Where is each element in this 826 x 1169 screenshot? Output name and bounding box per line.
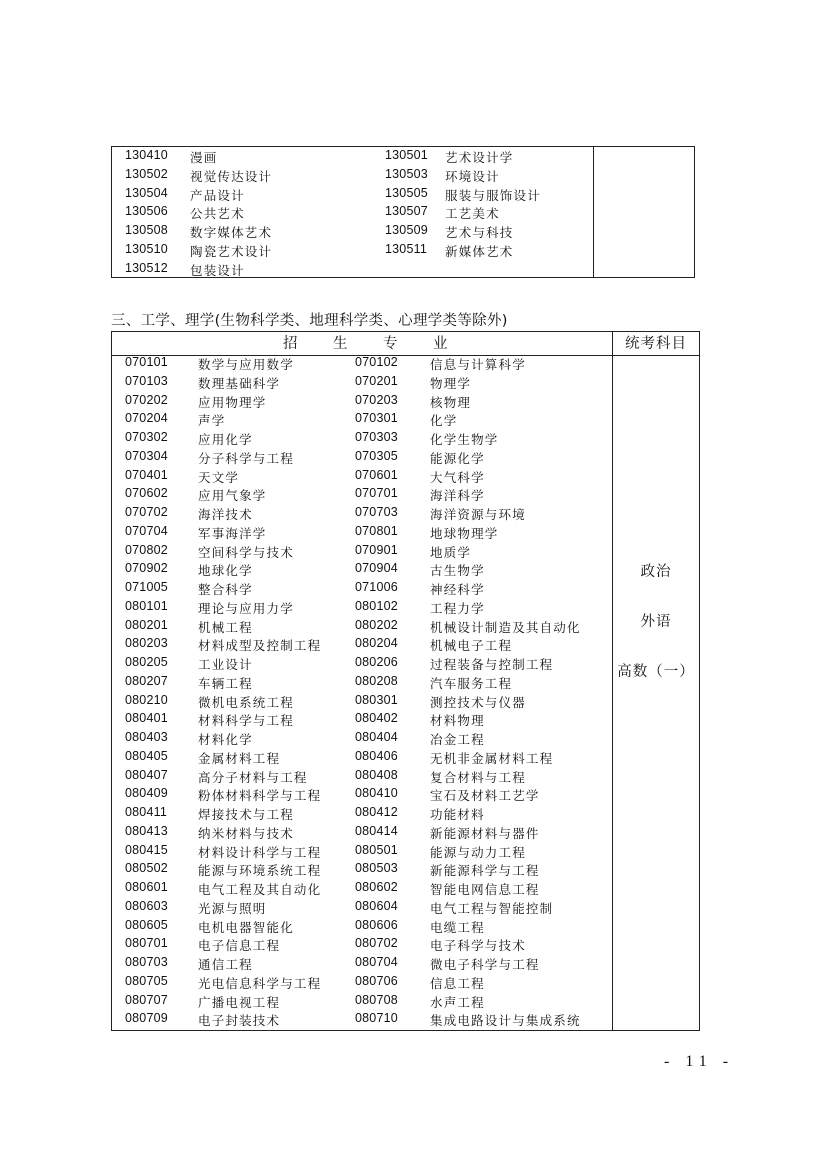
major-code: 080301 <box>355 692 398 707</box>
major-code: 130506 <box>125 204 168 219</box>
major-code: 070101 <box>125 355 168 369</box>
major-code: 080101 <box>125 598 168 613</box>
major-name: 机械工程 <box>198 619 253 635</box>
major-name: 焊接技术与工程 <box>198 807 294 822</box>
major-code: 080710 <box>355 1011 398 1026</box>
major-name: 电子信息工程 <box>198 938 281 954</box>
major-name: 漫画 <box>190 150 218 165</box>
major-name: 水声工程 <box>430 994 485 1010</box>
major-code: 070103 <box>125 373 168 388</box>
major-code: 080202 <box>355 617 398 632</box>
major-name: 应用物理学 <box>198 394 267 410</box>
major-name: 信息工程 <box>430 975 485 991</box>
major-name: 测控技术与仪器 <box>430 694 526 710</box>
major-code: 130504 <box>125 185 168 200</box>
major-code: 080411 <box>125 805 167 819</box>
major-code: 130511 <box>385 241 427 256</box>
major-name: 能源与环境系统工程 <box>198 863 322 879</box>
major-name: 核物理 <box>430 394 472 410</box>
major-code: 070301 <box>355 411 398 426</box>
major-code: 080605 <box>125 917 168 932</box>
major-code: 080402 <box>355 711 398 726</box>
major-code: 130501 <box>385 148 428 162</box>
major-name: 智能电网信息工程 <box>430 882 540 897</box>
exam-subject-language: 外语 <box>640 614 672 630</box>
header-subjects: 统考科目 <box>625 336 687 352</box>
major-name: 电缆工程 <box>430 919 485 935</box>
major-name: 分子科学与工程 <box>198 450 294 466</box>
major-code: 130505 <box>385 185 428 200</box>
major-code: 080703 <box>125 955 168 969</box>
major-name: 材料科学与工程 <box>198 713 294 729</box>
major-code: 070702 <box>125 505 168 519</box>
major-name: 古生物学 <box>430 563 485 579</box>
exam-subject-politics: 政治 <box>640 564 672 580</box>
major-name: 地球化学 <box>198 563 253 579</box>
major-code: 070304 <box>125 448 168 463</box>
major-code: 080409 <box>125 786 168 801</box>
major-name: 汽车服务工程 <box>430 675 513 691</box>
major-code: 080702 <box>355 936 398 951</box>
major-name: 材料物理 <box>430 713 485 729</box>
major-code: 080606 <box>355 917 398 932</box>
major-code: 080201 <box>125 617 168 632</box>
major-name: 机械设计制造及其自动化 <box>430 619 581 635</box>
major-code: 080403 <box>125 730 168 744</box>
major-code: 080205 <box>125 655 168 669</box>
major-name: 工程力学 <box>430 600 485 616</box>
major-code: 080501 <box>355 842 398 857</box>
major-name: 能源化学 <box>430 450 485 466</box>
major-code: 080401 <box>125 711 168 726</box>
major-code: 070203 <box>355 392 398 407</box>
major-code: 080204 <box>355 636 398 651</box>
major-name: 金属材料工程 <box>198 750 281 766</box>
major-code: 070904 <box>355 561 398 576</box>
major-name: 新能源科学与工程 <box>430 863 540 879</box>
major-code: 070901 <box>355 542 398 557</box>
major-name: 材料设计科学与工程 <box>198 844 322 860</box>
major-name: 材料化学 <box>198 732 253 747</box>
major-name: 理论与应用力学 <box>198 600 294 616</box>
major-code: 130510 <box>125 241 168 256</box>
major-code: 071006 <box>355 580 398 594</box>
major-name: 新媒体艺术 <box>445 243 514 259</box>
major-code: 080414 <box>355 823 398 838</box>
major-code: 080704 <box>355 955 398 969</box>
major-code: 080602 <box>355 880 398 894</box>
major-name: 地质学 <box>430 544 472 560</box>
major-code: 080208 <box>355 673 398 688</box>
major-name: 通信工程 <box>198 957 253 972</box>
major-code: 070201 <box>355 373 398 388</box>
major-code: 080412 <box>355 805 398 819</box>
major-code: 130502 <box>125 166 168 181</box>
major-name: 过程装备与控制工程 <box>430 657 554 672</box>
major-code: 070704 <box>125 523 168 538</box>
major-code: 080503 <box>355 861 398 876</box>
major-code: 080706 <box>355 973 398 988</box>
major-name: 电气工程与智能控制 <box>430 900 554 916</box>
major-name: 应用化学 <box>198 432 253 447</box>
major-code: 070602 <box>125 486 168 501</box>
major-code: 070601 <box>355 467 398 482</box>
major-name: 粉体材料科学与工程 <box>198 788 322 804</box>
major-code: 070204 <box>125 411 168 426</box>
major-name: 陶瓷艺术设计 <box>190 243 273 259</box>
major-code: 070802 <box>125 542 168 557</box>
major-code: 130503 <box>385 166 428 181</box>
major-code: 080707 <box>125 992 168 1007</box>
major-code: 080601 <box>125 880 168 894</box>
major-name: 光源与照明 <box>198 900 267 916</box>
major-name: 微电子科学与工程 <box>430 957 540 972</box>
header-majors-1: 招 <box>283 336 298 352</box>
major-name: 地球物理学 <box>430 525 499 541</box>
major-name: 功能材料 <box>430 807 485 822</box>
major-code: 070302 <box>125 430 168 444</box>
major-name: 数理基础科学 <box>198 375 281 391</box>
major-name: 物理学 <box>430 375 472 391</box>
major-name: 声学 <box>198 413 226 429</box>
exam-subject-math: 高数（一） <box>617 664 695 680</box>
major-code: 070102 <box>355 355 398 369</box>
major-code: 080410 <box>355 786 398 801</box>
major-name: 冶金工程 <box>430 732 485 747</box>
major-name: 服装与服饰设计 <box>445 187 541 203</box>
major-name: 公共艺术 <box>190 206 245 222</box>
major-name: 应用气象学 <box>198 488 267 504</box>
main-table-divider <box>612 331 613 1031</box>
major-name: 纳米材料与技术 <box>198 825 294 841</box>
major-code: 080210 <box>125 692 168 707</box>
major-code: 130508 <box>125 223 168 237</box>
major-name: 集成电路设计与集成系统 <box>430 1013 581 1029</box>
major-name: 数字媒体艺术 <box>190 225 273 240</box>
header-majors-3: 专 <box>383 336 398 352</box>
major-name: 艺术设计学 <box>445 150 514 165</box>
major-code: 080701 <box>125 936 168 951</box>
major-name: 包装设计 <box>190 262 245 278</box>
page-number: - 11 - <box>664 1053 735 1070</box>
major-name: 视觉传达设计 <box>190 168 273 184</box>
major-name: 整合科学 <box>198 582 253 597</box>
major-code: 080413 <box>125 823 168 838</box>
major-name: 空间科学与技术 <box>198 544 294 560</box>
major-name: 高分子材料与工程 <box>198 769 308 785</box>
major-code: 080206 <box>355 655 398 669</box>
major-name: 广播电视工程 <box>198 994 281 1010</box>
major-code: 080603 <box>125 898 168 913</box>
header-majors-4: 业 <box>433 336 448 352</box>
major-code: 080415 <box>125 842 168 857</box>
major-name: 电子封装技术 <box>198 1013 281 1029</box>
major-code: 070801 <box>355 523 398 538</box>
major-name: 大气科学 <box>430 469 485 485</box>
major-code: 130410 <box>125 148 168 162</box>
major-name: 无机非金属材料工程 <box>430 750 554 766</box>
major-name: 复合材料与工程 <box>430 769 526 785</box>
major-code: 080203 <box>125 636 168 651</box>
major-name: 天文学 <box>198 469 240 485</box>
major-code: 130509 <box>385 223 428 237</box>
major-name: 电气工程及其自动化 <box>198 882 322 897</box>
major-name: 信息与计算科学 <box>430 357 526 372</box>
major-code: 070202 <box>125 392 168 407</box>
major-name: 环境设计 <box>445 168 500 184</box>
major-code: 080604 <box>355 898 398 913</box>
major-name: 神经科学 <box>430 582 485 597</box>
major-name: 化学生物学 <box>430 432 499 447</box>
major-name: 材料成型及控制工程 <box>198 638 322 654</box>
major-code: 070401 <box>125 467 168 482</box>
major-name: 军事海洋学 <box>198 525 267 541</box>
major-code: 080404 <box>355 730 398 744</box>
major-name: 工艺美术 <box>445 206 500 222</box>
major-name: 海洋科学 <box>430 488 485 504</box>
major-code: 080102 <box>355 598 398 613</box>
major-code: 070703 <box>355 505 398 519</box>
major-code: 070303 <box>355 430 398 444</box>
major-code: 080502 <box>125 861 168 876</box>
major-code: 070305 <box>355 448 398 463</box>
major-code: 130512 <box>125 260 168 275</box>
major-code: 080407 <box>125 767 168 782</box>
major-name: 艺术与科技 <box>445 225 514 240</box>
major-name: 海洋资源与环境 <box>430 507 526 522</box>
major-name: 数学与应用数学 <box>198 357 294 372</box>
major-code: 070902 <box>125 561 168 576</box>
major-name: 新能源材料与器件 <box>430 825 540 841</box>
major-name: 化学 <box>430 413 458 429</box>
major-name: 能源与动力工程 <box>430 844 526 860</box>
major-name: 机械电子工程 <box>430 638 513 654</box>
major-name: 电子科学与技术 <box>430 938 526 954</box>
major-code: 130507 <box>385 204 428 219</box>
major-code: 080708 <box>355 992 398 1007</box>
major-code: 080207 <box>125 673 168 688</box>
major-name: 车辆工程 <box>198 675 253 691</box>
major-name: 电机电器智能化 <box>198 919 294 935</box>
major-name: 产品设计 <box>190 187 245 203</box>
major-code: 071005 <box>125 580 168 594</box>
major-code: 080705 <box>125 973 168 988</box>
major-code: 080709 <box>125 1011 168 1026</box>
major-code: 080408 <box>355 767 398 782</box>
major-name: 微机电系统工程 <box>198 694 294 710</box>
major-code: 080406 <box>355 748 398 763</box>
major-name: 海洋技术 <box>198 507 253 522</box>
major-name: 光电信息科学与工程 <box>198 975 322 991</box>
section-title: 三、工学、理学(生物科学类、地理科学类、心理学类等除外) <box>111 313 508 329</box>
major-code: 080405 <box>125 748 168 763</box>
major-name: 工业设计 <box>198 657 253 672</box>
major-name: 宝石及材料工艺学 <box>430 788 540 804</box>
top-table-divider <box>593 146 594 278</box>
header-majors-2: 生 <box>333 336 348 352</box>
major-code: 070701 <box>355 486 398 501</box>
